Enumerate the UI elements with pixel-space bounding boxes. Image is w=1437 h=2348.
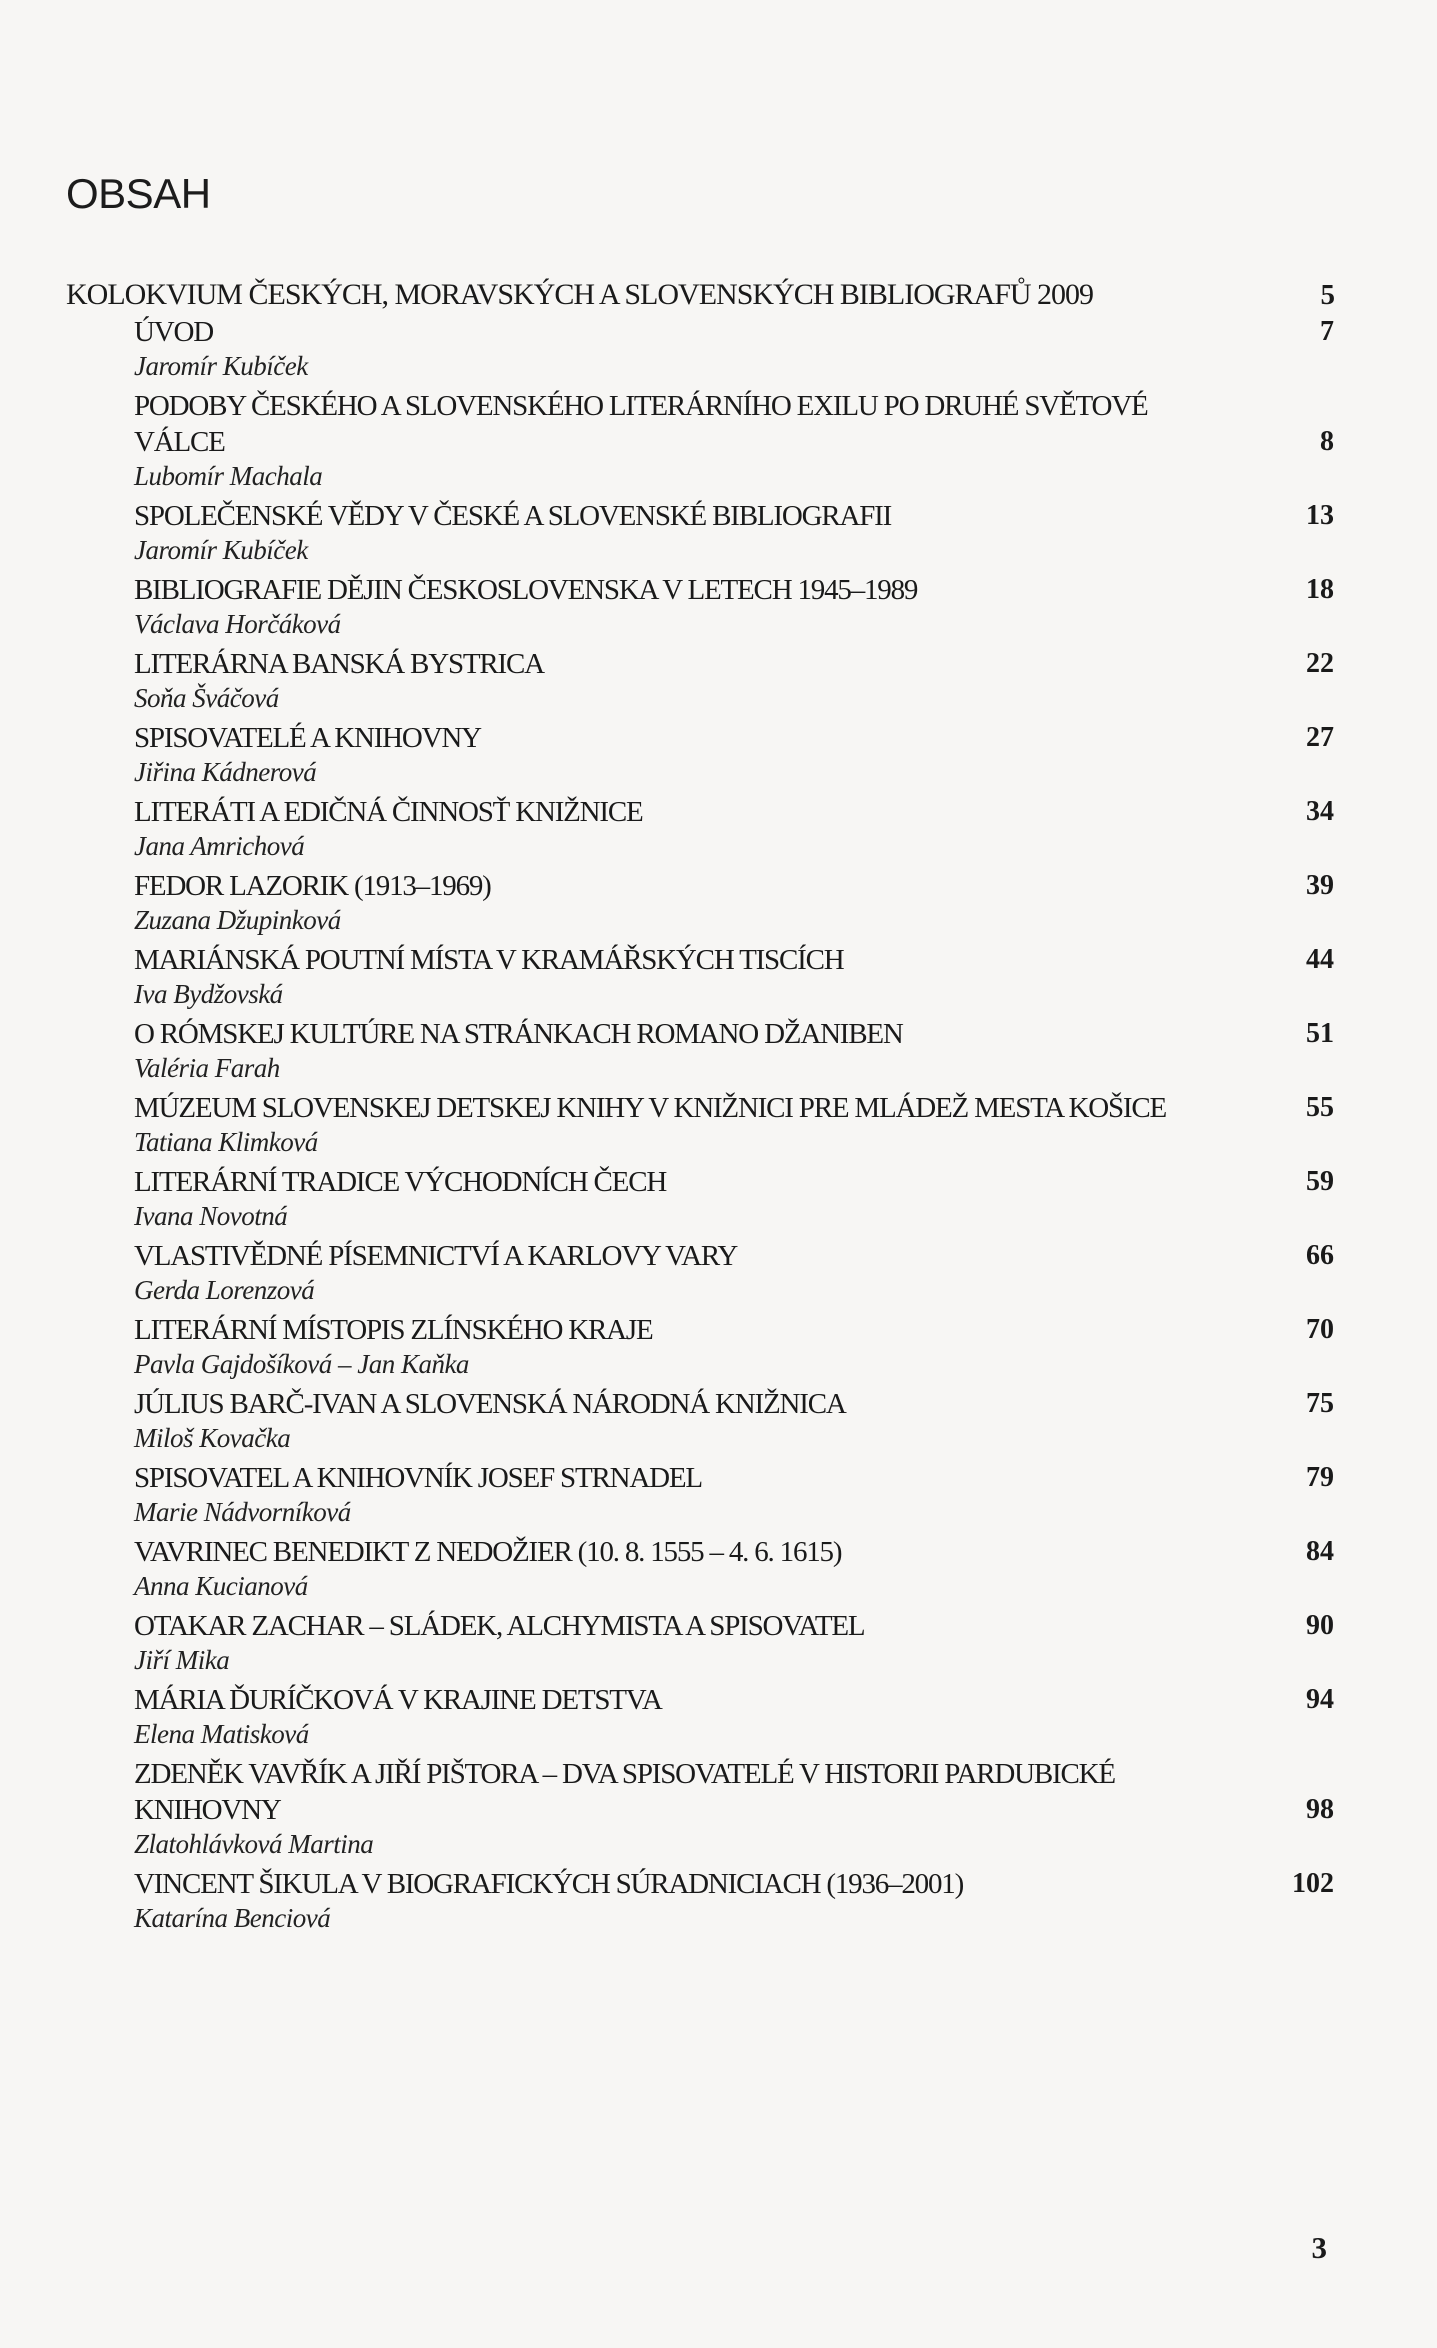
- toc-entry: [134, 388, 1334, 492]
- entry-author: Zuzana Džupinková: [134, 905, 341, 935]
- toc-entry: [134, 1534, 1334, 1602]
- entry-page-number: 44: [1306, 944, 1334, 975]
- page-title: OBSAH: [66, 170, 211, 217]
- entry-author: Jaromír Kubíček: [134, 535, 308, 565]
- section-title: KOLOKVIUM ČESKÝCH, MORAVSKÝCH A SLOVENSKÝCH BIBLIOGRAFŮ 2009: [66, 278, 1094, 311]
- toc-entry: [134, 1608, 1334, 1676]
- entry-page-number: 13: [1306, 500, 1334, 531]
- entry-title: FEDOR LAZORIK (1913–1969): [134, 870, 491, 902]
- entry-author: Jiřina Kádnerová: [134, 757, 317, 787]
- entry-title: LITERÁRNÍ TRADICE VÝCHODNÍCH ČECH: [134, 1166, 667, 1198]
- entry-page-number: 102: [1292, 1868, 1334, 1899]
- entry-page-number: 84: [1306, 1536, 1334, 1567]
- entry-author: Lubomír Machala: [134, 461, 323, 491]
- entry-author: Miloš Kovačka: [134, 1423, 291, 1453]
- entry-title: ZDENĚK VAVŘÍK A JIŘÍ PIŠTORA – DVA SPISOVATELÉ V HISTORII PARDUBICKÉ KNIHOVNY: [134, 1758, 1115, 1826]
- entry-author: Ivana Novotná: [134, 1201, 288, 1231]
- entry-page-number: 79: [1306, 1462, 1334, 1493]
- entry-page-number: 66: [1306, 1240, 1334, 1271]
- section-page-number: 5: [1320, 279, 1334, 311]
- toc-entry: [134, 314, 1334, 382]
- toc-entry: [134, 1386, 1334, 1454]
- entry-title: ÚVOD: [134, 316, 213, 348]
- entry-author: Gerda Lorenzová: [134, 1275, 315, 1305]
- toc-entry: [134, 498, 1334, 566]
- entry-page-number: 7: [1320, 316, 1334, 347]
- toc-entry: [134, 1090, 1334, 1158]
- entry-page-number: 75: [1306, 1388, 1334, 1419]
- page-number: 3: [1311, 2230, 1327, 2265]
- entry-author: Marie Nádvorníková: [134, 1497, 351, 1527]
- entry-page-number: 55: [1306, 1092, 1334, 1123]
- entry-author: Katarína Benciová: [134, 1903, 331, 1933]
- entry-title: MÚZEUM SLOVENSKEJ DETSKEJ KNIHY V KNIŽNICI PRE MLÁDEŽ MESTA KOŠICE: [134, 1092, 1167, 1124]
- entry-title: SPISOVATEL A KNIHOVNÍK JOSEF STRNADEL: [134, 1462, 702, 1494]
- entry-page-number: 90: [1306, 1610, 1334, 1641]
- toc-entry: [134, 942, 1334, 1010]
- entry-title: LITERÁRNA BANSKÁ BYSTRICA: [134, 648, 544, 680]
- entry-title: LITERÁTI A EDIČNÁ ČINNOSŤ KNIŽNICE: [134, 796, 643, 828]
- entry-title: SPOLEČENSKÉ VĚDY V ČESKÉ A SLOVENSKÉ BIBLIOGRAFII: [134, 500, 892, 532]
- toc-entry: [134, 1238, 1334, 1306]
- entry-title: PODOBY ČESKÉHO A SLOVENSKÉHO LITERÁRNÍHO EXILU PO DRUHÉ SVĚTOVÉ VÁLCE: [134, 390, 1148, 458]
- entry-title: O RÓMSKEJ KULTÚRE NA STRÁNKACH ROMANO DŽANIBEN: [134, 1018, 903, 1050]
- entry-author: Tatiana Klimková: [134, 1127, 318, 1157]
- entry-title: OTAKAR ZACHAR – SLÁDEK, ALCHYMISTA A SPISOVATEL: [134, 1610, 865, 1642]
- entry-title: SPISOVATELÉ A KNIHOVNY: [134, 722, 481, 754]
- entry-author: Soňa Šváčová: [134, 683, 279, 713]
- entry-title: LITERÁRNÍ MÍSTOPIS ZLÍNSKÉHO KRAJE: [134, 1314, 653, 1346]
- entry-author: Zlatohlávková Martina: [134, 1829, 374, 1859]
- entry-author: Valéria Farah: [134, 1053, 280, 1083]
- entry-page-number: 94: [1306, 1684, 1334, 1715]
- entry-page-number: 98: [1306, 1794, 1334, 1825]
- entry-page-number: 51: [1306, 1018, 1334, 1049]
- toc-entry: [134, 720, 1334, 788]
- toc-entry: [134, 1682, 1334, 1750]
- entry-page-number: 8: [1320, 426, 1334, 457]
- toc-list: [134, 314, 1334, 1934]
- entry-title: VLASTIVĚDNÉ PÍSEMNICTVÍ A KARLOVY VARY: [134, 1240, 738, 1272]
- entry-page-number: 39: [1306, 870, 1334, 901]
- toc-entry: [134, 868, 1334, 936]
- entry-author: Václava Horčáková: [134, 609, 341, 639]
- entry-author: Anna Kucianová: [134, 1571, 308, 1601]
- entry-page-number: 27: [1306, 722, 1334, 753]
- entry-title: JÚLIUS BARČ-IVAN A SLOVENSKÁ NÁRODNÁ KNIŽNICA: [134, 1388, 846, 1420]
- toc-entry: [134, 646, 1334, 714]
- toc-entry: [134, 1016, 1334, 1084]
- entry-author: Elena Matisková: [134, 1719, 309, 1749]
- toc-entry: [134, 1460, 1334, 1528]
- entry-page-number: 70: [1306, 1314, 1334, 1345]
- entry-title: MARIÁNSKÁ POUTNÍ MÍSTA V KRAMÁŘSKÝCH TISCÍCH: [134, 944, 844, 976]
- toc-entry: [134, 1756, 1334, 1860]
- entry-author: Jiří Mika: [134, 1645, 230, 1675]
- entry-page-number: 59: [1306, 1166, 1334, 1197]
- toc-entry: [134, 1164, 1334, 1232]
- entry-title: MÁRIA ĎURÍČKOVÁ V KRAJINE DETSTVA: [134, 1684, 662, 1716]
- toc-section: [66, 276, 1334, 1940]
- entry-page-number: 34: [1306, 796, 1334, 827]
- entry-title: VINCENT ŠIKULA V BIOGRAFICKÝCH SÚRADNICIACH (1936–2001): [134, 1868, 964, 1900]
- entry-author: Jana Amrichová: [134, 831, 305, 861]
- entry-page-number: 22: [1306, 648, 1334, 679]
- entry-title: BIBLIOGRAFIE DĚJIN ČESKOSLOVENSKA V LETECH 1945–1989: [134, 574, 918, 606]
- section-heading: [66, 276, 1334, 314]
- toc-entry: [134, 1312, 1334, 1380]
- entry-page-number: 18: [1306, 574, 1334, 605]
- entry-author: Iva Bydžovská: [134, 979, 283, 1009]
- toc-entry: [134, 572, 1334, 640]
- toc-entry: [134, 794, 1334, 862]
- entry-author: Jaromír Kubíček: [134, 351, 308, 381]
- toc-entry: [134, 1866, 1334, 1934]
- entry-title: VAVRINEC BENEDIKT Z NEDOŽIER (10. 8. 1555 – 4. 6. 1615): [134, 1536, 842, 1568]
- entry-author: Pavla Gajdošíková – Jan Kaňka: [134, 1349, 469, 1379]
